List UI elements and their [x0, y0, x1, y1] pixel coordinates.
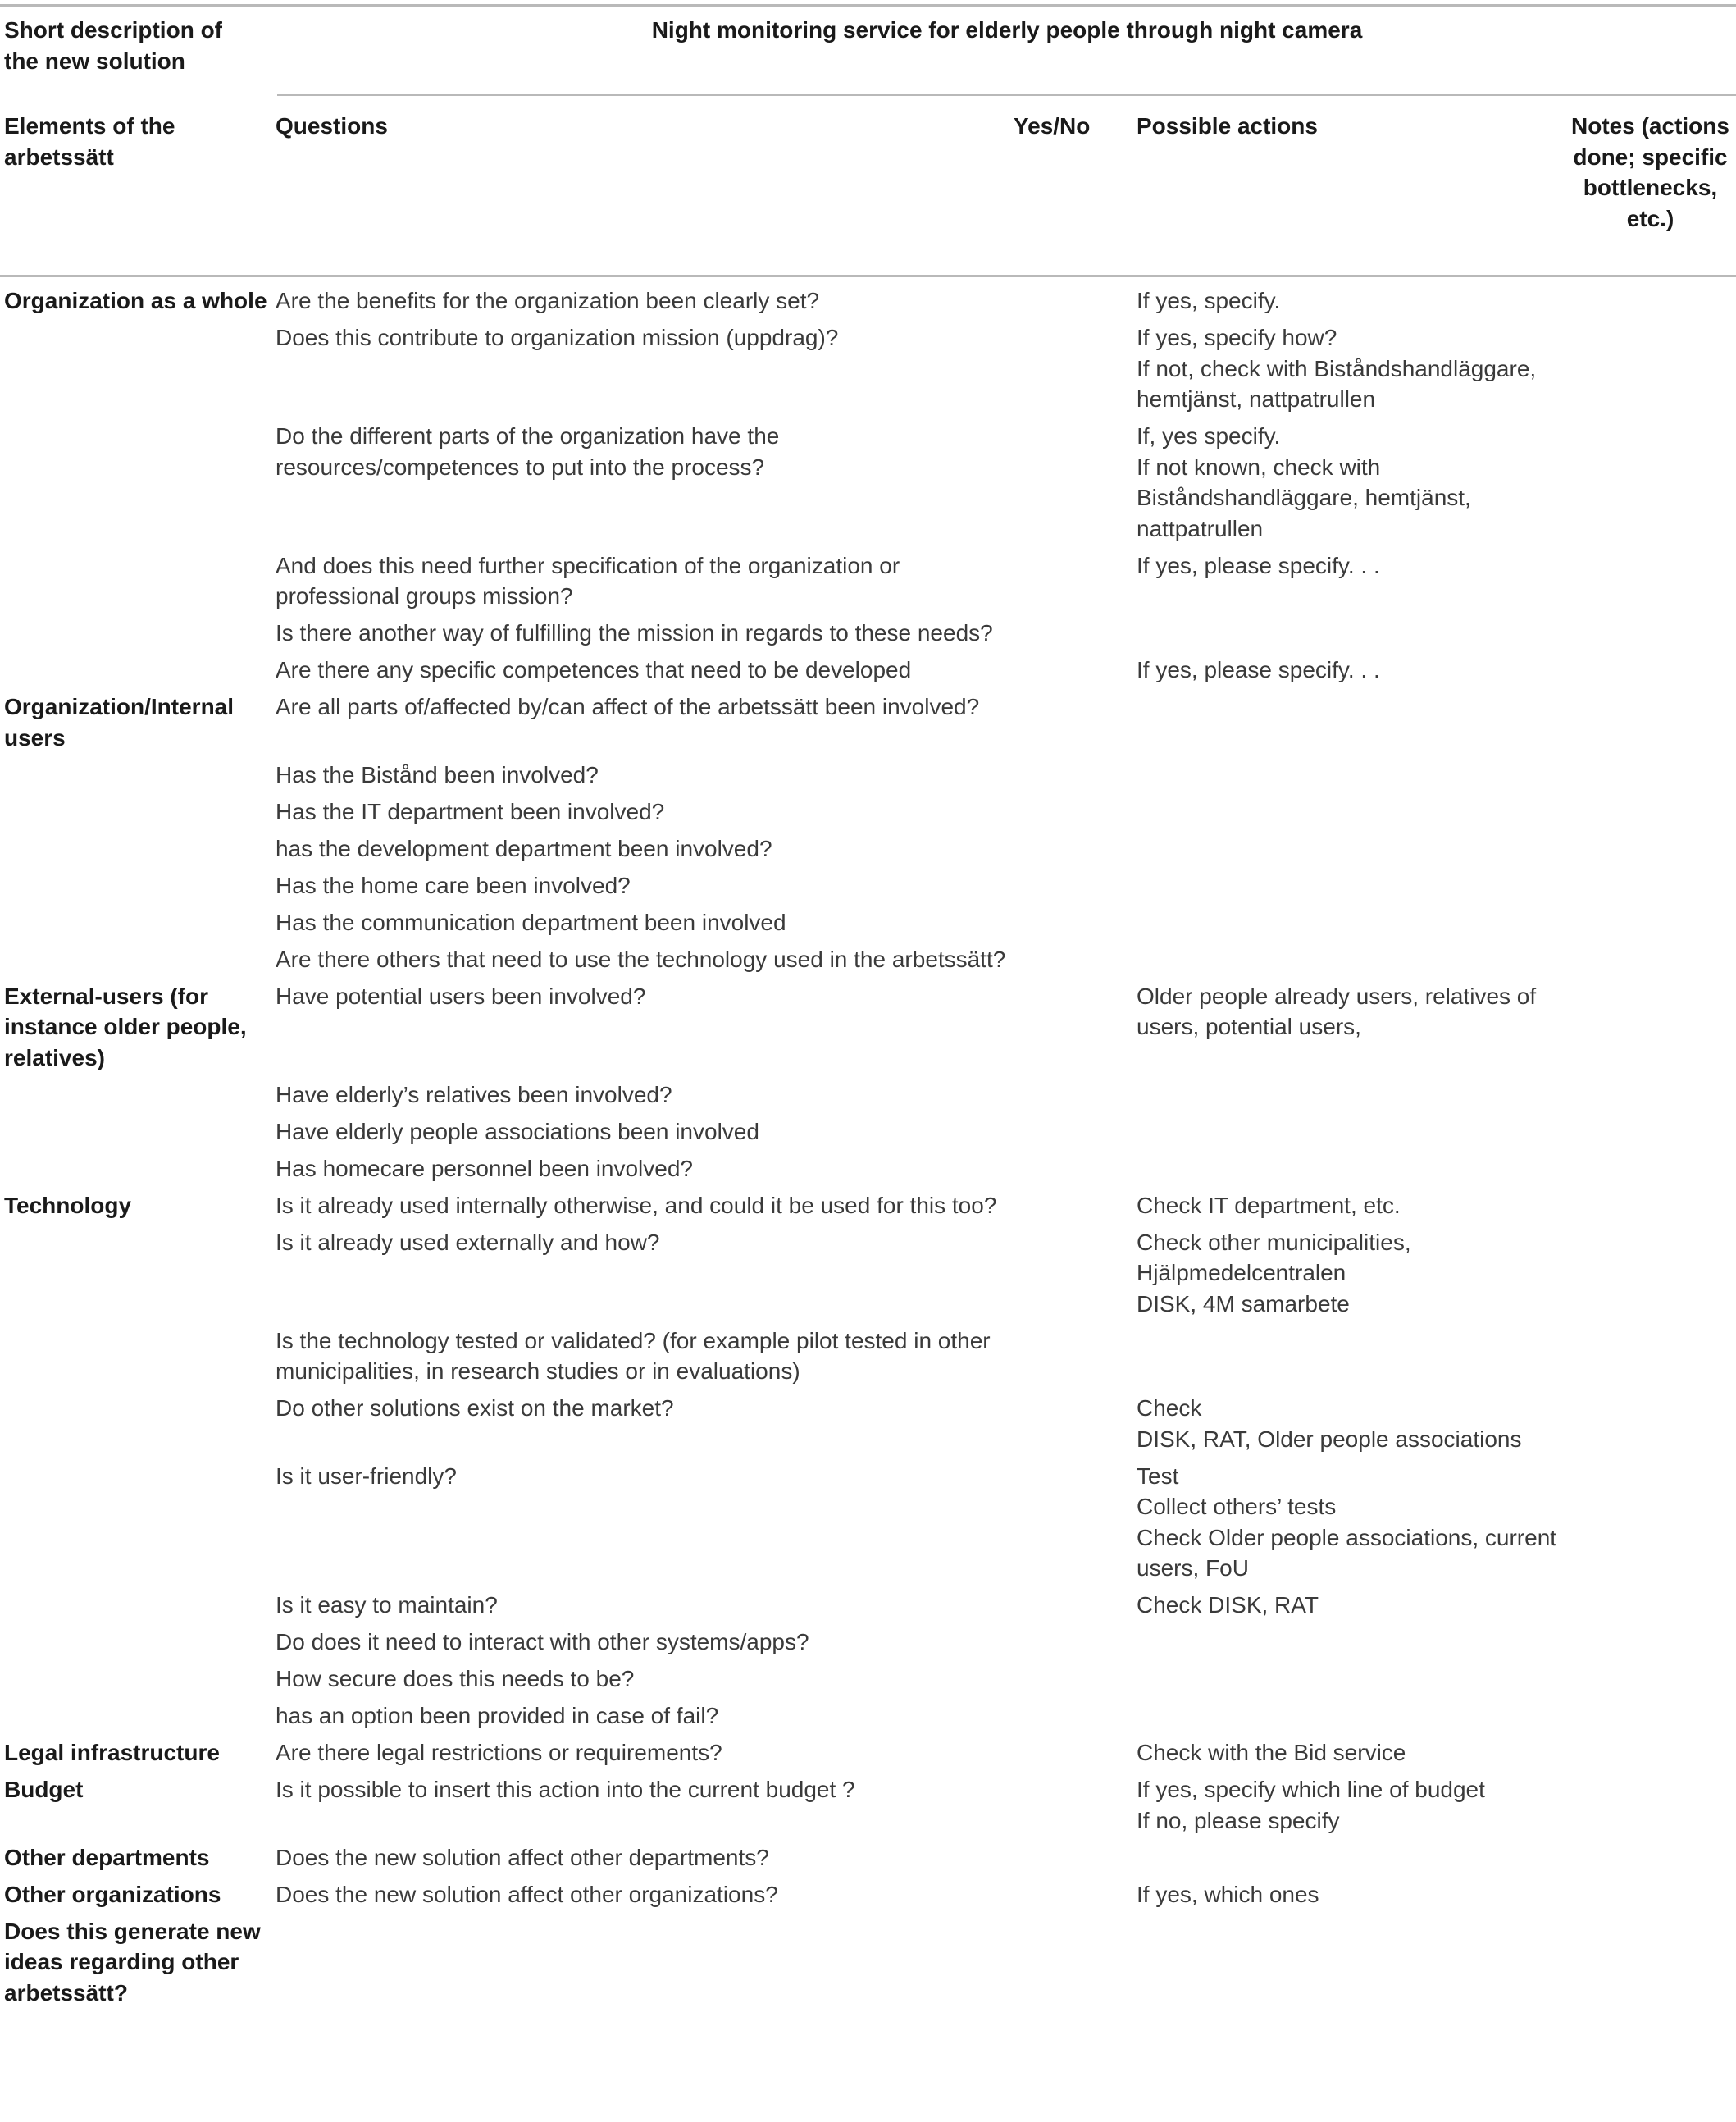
table-row	[4, 1627, 1734, 1663]
element-category: Organization as a whole	[4, 288, 267, 313]
notes-cell	[1596, 421, 1734, 550]
element-category	[4, 1663, 276, 1700]
question-cell: Has the home care been involved?	[276, 872, 631, 898]
element-category	[4, 618, 276, 655]
table-row	[4, 1079, 1734, 1116]
table-row	[4, 655, 1734, 691]
header-rule	[277, 94, 1736, 96]
question-cell	[276, 1916, 1014, 2015]
element-category	[4, 322, 276, 421]
element-category	[4, 870, 276, 907]
yes-no-cell	[1014, 1663, 1137, 1700]
element-category	[4, 1079, 276, 1116]
notes-cell	[1596, 1153, 1734, 1190]
element-category	[4, 1627, 276, 1663]
possible-actions-cell: If yes, which ones	[1137, 1881, 1319, 1907]
element-category	[4, 1393, 276, 1461]
notes-cell	[1596, 1663, 1734, 1700]
question-cell: Is it possible to insert this action into the current budget ?	[276, 1777, 855, 1802]
element-category: External-users (for instance older people, relatives)	[4, 983, 247, 1070]
notes-cell	[1596, 1461, 1734, 1590]
question-cell: Is it easy to maintain?	[276, 1592, 498, 1618]
table-row	[4, 833, 1734, 870]
possible-actions-cell: If yes, specify which line of budget If no, please specify	[1137, 1777, 1485, 1833]
question-cell: Are all parts of/affected by/can affect of the arbetssätt been involved?	[276, 694, 980, 719]
table-row	[4, 1393, 1734, 1461]
table-row	[4, 1737, 1734, 1774]
notes-cell	[1596, 1227, 1734, 1326]
yes-no-cell	[1014, 1774, 1137, 1842]
possible-actions-cell	[1137, 1842, 1596, 1879]
table-row	[4, 285, 1734, 322]
notes-cell	[1596, 1590, 1734, 1627]
yes-no-cell	[1014, 1700, 1137, 1737]
table-row	[4, 1590, 1734, 1627]
table-row	[4, 944, 1734, 981]
element-category	[4, 760, 276, 796]
table-row	[4, 1700, 1734, 1737]
possible-actions-cell	[1137, 1079, 1596, 1116]
notes-cell	[1596, 322, 1734, 421]
column-header-actions: Possible actions	[1137, 113, 1318, 139]
yes-no-cell	[1014, 1627, 1137, 1663]
element-category	[4, 1590, 276, 1627]
notes-cell	[1596, 655, 1734, 691]
possible-actions-cell	[1137, 907, 1596, 944]
question-cell: Are there others that need to use the technology used in the arbetssätt?	[276, 946, 1006, 972]
table-row	[4, 1842, 1734, 1879]
table-row	[4, 760, 1734, 796]
possible-actions-cell	[1137, 1116, 1596, 1153]
possible-actions-cell: Check DISK, RAT	[1137, 1592, 1319, 1618]
column-header-yes-no: Yes/No	[1014, 113, 1091, 139]
element-category	[4, 1461, 276, 1590]
possible-actions-cell: If yes, please specify. . .	[1137, 552, 1380, 578]
yes-no-cell	[1014, 285, 1137, 322]
possible-actions-cell: Older people already users, relatives of users, potential users,	[1137, 983, 1537, 1039]
yes-no-cell	[1014, 1590, 1137, 1627]
notes-cell	[1596, 1737, 1734, 1774]
question-cell: Do does it need to interact with other systems/apps?	[276, 1629, 809, 1654]
table-row	[4, 691, 1734, 760]
question-cell: Have elderly’s relatives been involved?	[276, 1081, 672, 1107]
question-cell: has the development department been involved?	[276, 835, 772, 861]
element-category	[4, 1153, 276, 1190]
possible-actions-cell: If yes, please specify. . .	[1137, 657, 1380, 682]
yes-no-cell	[1014, 760, 1137, 796]
table-row	[4, 870, 1734, 907]
yes-no-cell	[1014, 322, 1137, 421]
possible-actions-cell	[1137, 691, 1596, 760]
table-row	[4, 1461, 1734, 1590]
notes-cell	[1596, 1700, 1734, 1737]
table-row	[4, 1879, 1734, 1916]
possible-actions-cell: Check other municipalities, Hjälpmedelcentralen DISK, 4M samarbete	[1137, 1229, 1411, 1317]
possible-actions-cell	[1137, 1326, 1596, 1394]
short-description-label: Short description of the new solution	[4, 17, 222, 74]
yes-no-cell	[1014, 1116, 1137, 1153]
element-category: Technology	[4, 1192, 132, 1218]
yes-no-cell	[1014, 1842, 1137, 1879]
notes-cell	[1596, 550, 1734, 618]
notes-cell	[1596, 1190, 1734, 1227]
notes-cell	[1596, 618, 1734, 655]
element-category: Organization/Internal users	[4, 694, 235, 751]
question-cell: Have elderly people associations been involved	[276, 1118, 759, 1144]
notes-cell	[1596, 1079, 1734, 1116]
notes-cell	[1596, 796, 1734, 833]
table-row	[4, 981, 1734, 1079]
notes-cell	[1596, 981, 1734, 1079]
yes-no-cell	[1014, 833, 1137, 870]
possible-actions-cell: Check with the Bid service	[1137, 1740, 1406, 1765]
yes-no-cell	[1014, 796, 1137, 833]
element-category	[4, 796, 276, 833]
notes-cell	[1596, 870, 1734, 907]
table-row	[4, 907, 1734, 944]
notes-cell	[1596, 285, 1734, 322]
notes-cell	[1596, 691, 1734, 760]
element-category: Other departments	[4, 1844, 210, 1870]
question-cell: Has the Bistånd been involved?	[276, 761, 599, 787]
notes-cell	[1596, 1326, 1734, 1394]
table-row	[4, 1153, 1734, 1190]
notes-cell	[1596, 1116, 1734, 1153]
table-row	[4, 1774, 1734, 1842]
element-category	[4, 944, 276, 981]
yes-no-cell	[1014, 1737, 1137, 1774]
element-category	[4, 550, 276, 618]
yes-no-cell	[1014, 1393, 1137, 1461]
question-cell: Is it user-friendly?	[276, 1463, 457, 1489]
table-row	[4, 1116, 1734, 1153]
question-cell: Has the communication department been involved	[276, 909, 786, 935]
question-cell: Has the IT department been involved?	[276, 798, 665, 824]
element-category	[4, 833, 276, 870]
table-row	[4, 421, 1734, 550]
top-rule	[0, 4, 1736, 7]
notes-cell	[1596, 1393, 1734, 1461]
column-header-elements: Elements of the arbetssätt	[4, 113, 175, 170]
table-row	[4, 796, 1734, 833]
table-row	[4, 1663, 1734, 1700]
possible-actions-cell: If, yes specify. If not known, check with Biståndshandläggare, hemtjänst, nattpatrullen	[1137, 423, 1471, 541]
question-cell: Does the new solution affect other organizations?	[276, 1881, 778, 1907]
element-category	[4, 1116, 276, 1153]
question-cell: Is it already used internally otherwise, and could it be used for this too?	[276, 1192, 997, 1218]
body-rule	[0, 275, 1736, 277]
question-cell: Does this contribute to organization mission (uppdrag)?	[276, 325, 839, 350]
yes-no-cell	[1014, 1153, 1137, 1190]
question-cell: And does this need further specification of the organization or professional groups mission?	[276, 552, 900, 609]
table-row	[4, 618, 1734, 655]
yes-no-cell	[1014, 1879, 1137, 1916]
question-cell: has an option been provided in case of fail?	[276, 1703, 719, 1728]
possible-actions-cell	[1137, 1153, 1596, 1190]
possible-actions-cell	[1137, 1663, 1596, 1700]
possible-actions-cell	[1137, 760, 1596, 796]
element-category	[4, 1700, 276, 1737]
table-row	[4, 550, 1734, 618]
assessment-table	[4, 285, 1734, 2015]
element-category: Does this generate new ideas regarding other arbetssätt?	[4, 1918, 261, 2006]
question-cell: Is it already used externally and how?	[276, 1229, 660, 1255]
question-cell: Are there any specific competences that need to be developed	[276, 657, 912, 682]
possible-actions-cell: If yes, specify.	[1137, 288, 1281, 313]
question-cell: Has homecare personnel been involved?	[276, 1155, 693, 1181]
table-row	[4, 1326, 1734, 1394]
element-category	[4, 907, 276, 944]
possible-actions-cell: If yes, specify how? If not, check with Biståndshandläggare, hemtjänst, nattpatrullen	[1137, 325, 1537, 412]
notes-cell	[1596, 760, 1734, 796]
notes-cell	[1596, 907, 1734, 944]
table-row	[4, 322, 1734, 421]
notes-cell	[1596, 1774, 1734, 1842]
yes-no-cell	[1014, 618, 1137, 655]
yes-no-cell	[1014, 691, 1137, 760]
possible-actions-cell	[1137, 1700, 1596, 1737]
element-category	[4, 1227, 276, 1326]
possible-actions-cell: Check IT department, etc.	[1137, 1192, 1401, 1218]
question-cell: Does the new solution affect other departments?	[276, 1844, 769, 1870]
yes-no-cell	[1014, 550, 1137, 618]
notes-cell	[1596, 1879, 1734, 1916]
possible-actions-cell	[1137, 870, 1596, 907]
question-cell: How secure does this needs to be?	[276, 1666, 635, 1691]
yes-no-cell	[1014, 1079, 1137, 1116]
possible-actions-cell: Test Collect others’ tests Check Older people associations, current users, FoU	[1137, 1463, 1557, 1581]
element-category: Legal infrastructure	[4, 1740, 220, 1765]
question-cell: Is the technology tested or validated? (for example pilot tested in other municipalities, in research studies or in evaluations)	[276, 1327, 991, 1384]
element-category	[4, 655, 276, 691]
element-category: Other organizations	[4, 1881, 221, 1907]
possible-actions-cell	[1137, 1627, 1596, 1663]
question-cell: Are there legal restrictions or requirements?	[276, 1740, 722, 1765]
yes-no-cell	[1014, 1916, 1137, 2015]
column-header-notes: Notes (actions done; specific bottlenecks, etc.)	[1571, 113, 1729, 231]
notes-cell	[1596, 1916, 1734, 2015]
question-cell: Do the different parts of the organization have the resources/competences to put into the process?	[276, 423, 780, 480]
notes-cell	[1596, 833, 1734, 870]
yes-no-cell	[1014, 1461, 1137, 1590]
possible-actions-cell	[1137, 944, 1596, 981]
yes-no-cell	[1014, 421, 1137, 550]
table-row	[4, 1916, 1734, 2015]
element-category	[4, 1326, 276, 1394]
question-cell: Are the benefits for the organization been clearly set?	[276, 288, 820, 313]
possible-actions-cell	[1137, 796, 1596, 833]
notes-cell	[1596, 1842, 1734, 1879]
possible-actions-cell	[1137, 1916, 1596, 2015]
notes-cell	[1596, 1627, 1734, 1663]
yes-no-cell	[1014, 944, 1137, 981]
yes-no-cell	[1014, 1326, 1137, 1394]
yes-no-cell	[1014, 981, 1137, 1079]
yes-no-cell	[1014, 655, 1137, 691]
possible-actions-cell: Check DISK, RAT, Older people associations	[1137, 1395, 1522, 1452]
question-cell: Do other solutions exist on the market?	[276, 1395, 674, 1421]
yes-no-cell	[1014, 870, 1137, 907]
notes-cell	[1596, 944, 1734, 981]
yes-no-cell	[1014, 1190, 1137, 1227]
question-cell: Have potential users been involved?	[276, 983, 646, 1009]
column-header-questions: Questions	[276, 113, 388, 139]
yes-no-cell	[1014, 907, 1137, 944]
element-category: Budget	[4, 1777, 84, 1802]
question-cell: Is there another way of fulfilling the mission in regards to these needs?	[276, 620, 993, 646]
possible-actions-cell	[1137, 833, 1596, 870]
solution-title: Night monitoring service for elderly people through night camera	[651, 17, 1363, 43]
element-category	[4, 421, 276, 550]
table-row	[4, 1190, 1734, 1227]
yes-no-cell	[1014, 1227, 1137, 1326]
table-row	[4, 1227, 1734, 1326]
possible-actions-cell	[1137, 618, 1596, 655]
